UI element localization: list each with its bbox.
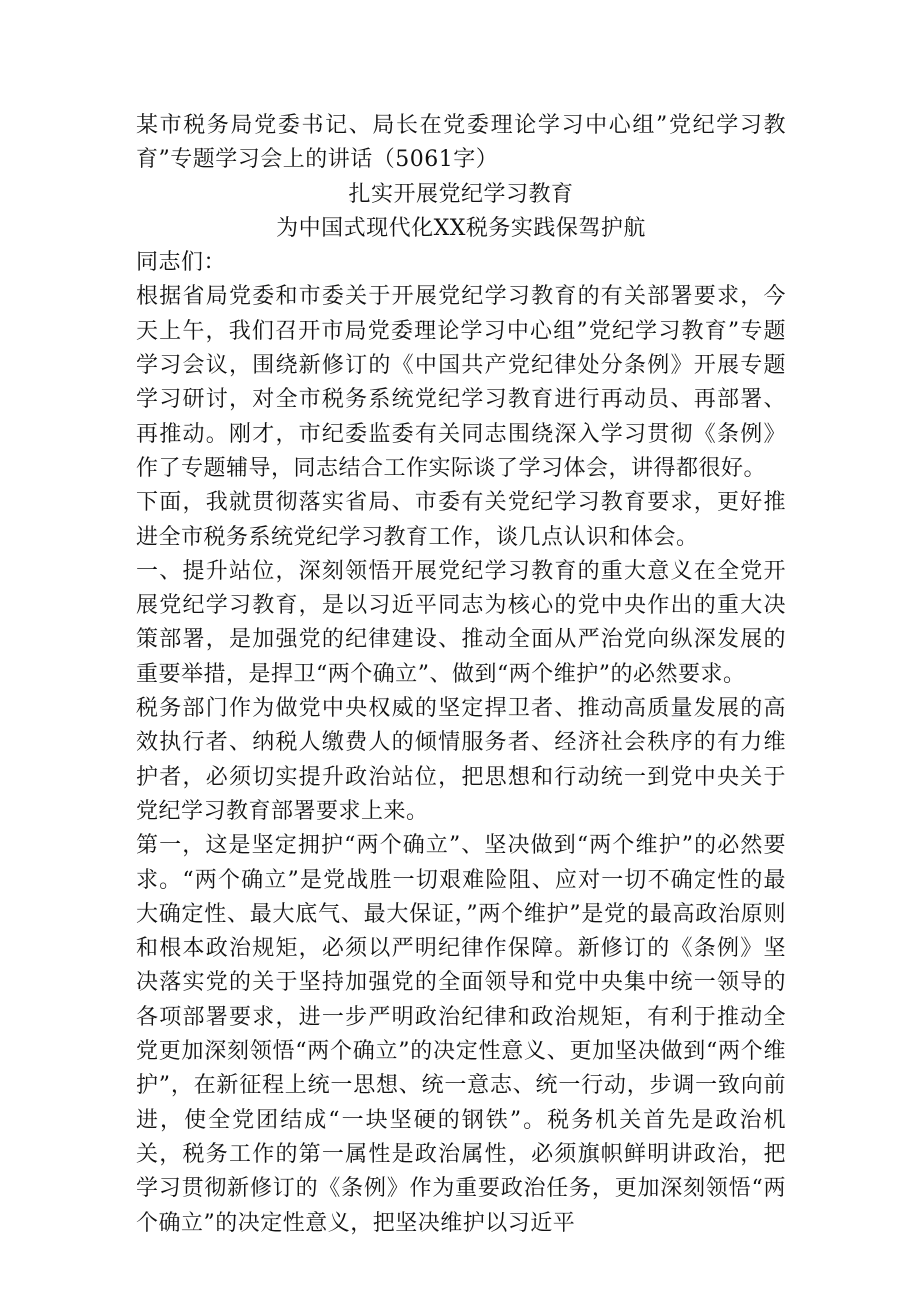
document-body (136, 109, 786, 1241)
paragraph: 下面，我就贯彻落实省局、市委有关党纪学习教育要求，更好推进全市税务系统党纪学习教育工作，谈几点认识和体会。 (136, 490, 786, 550)
paragraph: 第一，这是坚定拥护“两个确立”、坚决做到“两个维护”的必然要求。“两个确立”是党战胜一切艰难险阻、应对一切不确定性的最大确定性、最大底气、最大保证，”两个维护”是党的最高政治原则和根本政治规矩，必须以严明纪律作保障。新修订的《条例》坚决落实党的关于坚持加强党的全面领导和党中央集中统一领导的各项部署要求，进一步严明政治纪律和政治规矩，有利于推动全党更加深刻领悟“两个确立”的决定性意义、更加坚决做到“两个维护”，在新征程上统一思想、统一意志、统一行动，步调一致向前进，使全党团结成“一块坚硬的钢铁”。税务机关首先是政治机关，税务工作的第一属性是政治属性，必须旗帜鲜明讲政治，把学习贯彻新修订的《条例》作为重要政治任务，更加深刻领悟“两个确立”的决定性意义，把坚决维护以习近平 (136, 833, 786, 1236)
paragraph: 根据省局党委和市委关于开展党纪学习教育的有关部署要求，今天上午，我们召开市局党委理论学习中心组”党纪学习教育”专题学习会议，围绕新修订的《中国共产党纪律处分条例》开展专题学习研讨，对全市税务系统党纪学习教育进行再动员、再部署、再推动。刚才，市纪委监委有关同志围绕深入学习贯彻《条例》作了专题辅导，同志结合工作实际谈了学习体会，讲得都很好。 (136, 284, 786, 481)
greeting: 同志们： (136, 250, 227, 276)
paragraph: 税务部门作为做党中央权威的坚定捍卫者、推动高质量发展的高效执行者、纳税人缴费人的倾情服务者、经济社会秩序的有力维护者，必须切实提升政治站位，把思想和行动统一到党中央关于党纪学习教育部署要求上来。 (136, 696, 786, 824)
speech-subtitle: 为中国式现代化XX税务实践保驾护航 (276, 215, 646, 241)
document-heading: 某市税务局党委书记、局长在党委理论学习中心组”党纪学习教育”专题学习会上的讲话（5061字） (136, 113, 786, 173)
section-heading-paragraph: 一、提升站位，深刻领悟开展党纪学习教育的重大意义在全党开展党纪学习教育，是以习近平同志为核心的党中央作出的重大决策部署，是加强党的纪律建设、推动全面从严治党向纵深发展的重要举措，是捍卫“两个确立”、做到“两个维护”的必然要求。 (136, 558, 786, 687)
speech-title: 扎实开展党纪学习教育 (348, 181, 574, 207)
